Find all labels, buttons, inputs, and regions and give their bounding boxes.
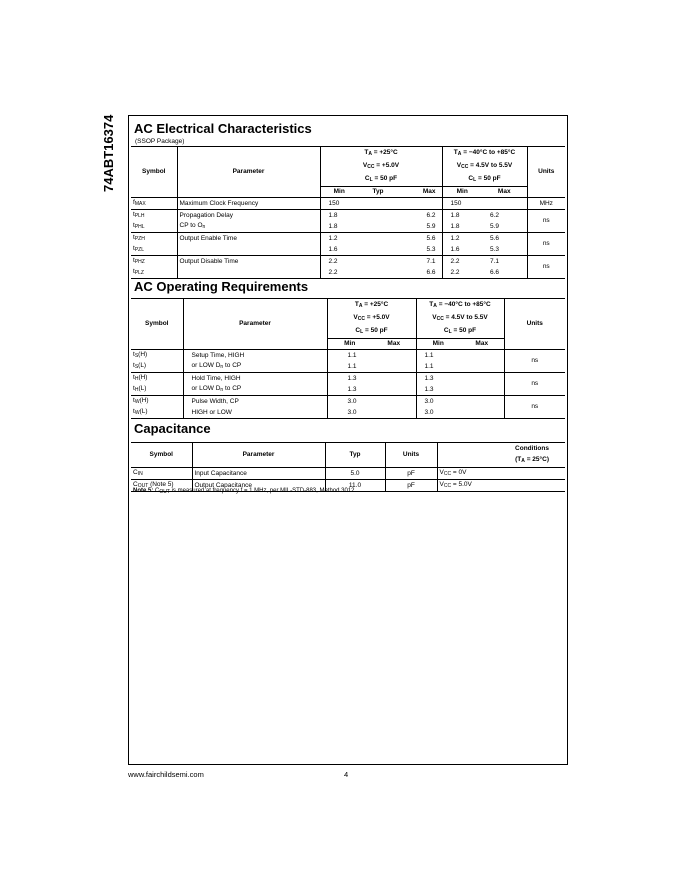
min-cell: 1.3 — [327, 373, 372, 385]
symbol-cell: $t_H(H)$ — [131, 373, 183, 385]
typ-cell — [358, 221, 398, 233]
parameter-cell: CP to $O_n$ — [177, 221, 320, 233]
table-row — [131, 267, 565, 279]
parameter-cell: Propagation Delay — [177, 210, 320, 222]
max2-cell: 5.6 — [482, 233, 527, 245]
symbol-cell: $t_{PHL}$ — [131, 221, 177, 233]
min2-cell: 3.0 — [416, 407, 460, 419]
symbol-cell: $t_W(L)$ — [131, 407, 183, 419]
col-parameter: Parameter — [183, 299, 327, 350]
col-symbol: Symbol — [131, 443, 192, 468]
sub-min2: Min — [442, 187, 482, 198]
parameter-cell: Input Capacitance — [192, 468, 325, 480]
ac-operating-rows — [131, 350, 565, 419]
parameter-cell: HIGH or LOW — [183, 407, 327, 419]
footer-url[interactable]: www.fairchildsemi.com — [128, 770, 204, 779]
parameter-cell: or LOW $D_n$ to CP — [183, 361, 327, 373]
units-cell: ns — [527, 256, 565, 279]
max2-cell: 5.3 — [482, 244, 527, 256]
symbol-cell: $t_{PLZ}$ — [131, 267, 177, 279]
min-cell: 150 — [320, 198, 358, 210]
cond-25c: $T_A = +25^\circ C$ $V_{CC} = +5.0V$ $C_L = 50$ pF — [327, 299, 416, 339]
min2-cell: 3.0 — [416, 396, 460, 408]
ac-electrical-table — [131, 146, 565, 279]
cond-range: $T_A = -40^\circ C$ to +85°C $V_{CC} = 4.5V$ to 5.5V $C_L = 50$ pF — [442, 147, 527, 187]
parameter-cell: Hold Time, HIGH — [183, 373, 327, 385]
table-row — [131, 384, 565, 396]
max-cell: 5.9 — [398, 221, 442, 233]
ac-operating-table — [131, 298, 565, 419]
symbol-cell: $t_S(L)$ — [131, 361, 183, 373]
symbol-cell: $t_H(L)$ — [131, 384, 183, 396]
sub-min2: Min — [416, 339, 460, 350]
table-row — [131, 350, 565, 362]
col-parameter: Parameter — [192, 443, 325, 468]
typ-cell — [358, 256, 398, 268]
symbol-cell: $t_{PHZ}$ — [131, 256, 177, 268]
min2-cell: 1.2 — [442, 233, 482, 245]
table-row — [131, 396, 565, 408]
typ-cell: 5.0 — [325, 468, 385, 480]
parameter-cell — [177, 244, 320, 256]
min-cell: 2.2 — [320, 256, 358, 268]
typ-cell — [358, 198, 398, 210]
min2-cell: 1.8 — [442, 210, 482, 222]
symbol-cell: $t_S(H)$ — [131, 350, 183, 362]
page-number: 4 — [344, 770, 349, 779]
units-cell: ns — [504, 396, 565, 419]
conditions-cell: $V_{CC} = 5.0V$ — [437, 480, 565, 492]
max2-cell — [460, 373, 504, 385]
max2-cell — [460, 350, 504, 362]
min2-cell: 1.1 — [416, 350, 460, 362]
ac-electrical-title: AC Electrical Characteristics — [134, 121, 312, 136]
parameter-cell: Output Capacitance — [192, 480, 325, 492]
min-cell: 1.1 — [347, 362, 357, 370]
symbol-cell: $t_{PZH}$ — [131, 233, 177, 245]
min-cell: 1.8 — [328, 222, 338, 230]
min2-cell: 1.3 — [416, 373, 460, 385]
max-cell — [372, 373, 416, 385]
min-cell: 3.0 — [327, 396, 372, 408]
max-cell — [372, 396, 416, 408]
min2-cell: 2.2 — [442, 256, 482, 268]
max-cell: 5.6 — [398, 233, 442, 245]
symbol-cell: $C_{OUT}$ (Note 5) — [131, 480, 192, 492]
table-row — [131, 256, 565, 268]
col-units: Units — [504, 299, 565, 350]
col-symbol: Symbol — [131, 147, 177, 198]
table-row — [131, 468, 565, 480]
max2-cell — [460, 384, 504, 396]
min-cell: 2.2 — [320, 267, 358, 279]
table-row — [131, 244, 565, 256]
parameter-cell: Output Enable Time — [177, 233, 320, 245]
table-row — [131, 233, 565, 245]
parameter-cell: Setup Time, HIGH — [183, 350, 327, 362]
max-cell — [372, 407, 416, 419]
max2-cell: 5.9 — [482, 221, 527, 233]
typ-cell — [358, 244, 398, 256]
max-cell — [372, 350, 416, 362]
sub-max2: Max — [482, 187, 527, 198]
sub-max: Max — [372, 339, 416, 350]
typ-cell — [358, 267, 398, 279]
parameter-cell: Output Disable Time — [177, 256, 320, 268]
sub-min: Min — [327, 339, 372, 350]
col-typ: Typ — [325, 443, 385, 468]
units-cell: ns — [527, 233, 565, 256]
table-row — [131, 407, 565, 419]
col-conditions: Conditions $(T_A = 25^\circ C)$ — [437, 443, 565, 468]
symbol-cell: $C_{IN}$ — [131, 468, 192, 480]
min2-cell: 1.6 — [450, 245, 460, 253]
col-units: Units — [385, 443, 437, 468]
units-cell: ns — [527, 210, 565, 233]
units-cell: pF — [385, 468, 437, 480]
side-title: 74ABT16374 — [101, 114, 116, 192]
min-cell: 1.8 — [320, 210, 358, 222]
max-cell: 7.1 — [398, 256, 442, 268]
max-cell — [398, 198, 442, 210]
ac-electrical-rows — [131, 198, 565, 279]
min2-cell: 1.3 — [424, 385, 434, 393]
table-row — [131, 198, 565, 210]
capacitance-title: Capacitance — [134, 421, 211, 436]
min-cell: 1.2 — [320, 233, 358, 245]
sub-min: Min — [320, 187, 358, 198]
min-cell: 1.1 — [327, 350, 372, 362]
sub-max2: Max — [460, 339, 504, 350]
min-cell: 1.6 — [328, 245, 338, 253]
col-parameter: Parameter — [177, 147, 320, 198]
cond-25c: $T_A = +25^\circ C$ $V_{CC} = +5.0V$ $C_L = 50$ pF — [320, 147, 442, 187]
max2-cell — [460, 396, 504, 408]
parameter-cell — [177, 267, 320, 279]
ac-operating-title: AC Operating Requirements — [134, 279, 309, 294]
max2-cell: 6.2 — [482, 210, 527, 222]
min2-cell: 2.2 — [442, 267, 482, 279]
sub-max: Max — [398, 187, 442, 198]
max2-cell — [460, 361, 504, 373]
parameter-cell: or LOW $D_n$ to CP — [183, 384, 327, 396]
col-symbol: Symbol — [131, 299, 183, 350]
max-cell — [372, 384, 416, 396]
units-cell: ns — [504, 373, 565, 396]
min2-cell: 150 — [442, 198, 482, 210]
max-cell — [372, 361, 416, 373]
units-cell: pF — [385, 480, 437, 492]
min-cell: 1.3 — [347, 385, 357, 393]
min2-cell: 1.1 — [424, 362, 434, 370]
typ-cell — [358, 233, 398, 245]
max-cell: 6.2 — [398, 210, 442, 222]
symbol-cell: $t_{PLH}$ — [131, 210, 177, 222]
sub-typ: Typ — [358, 187, 398, 198]
max-cell: 5.3 — [398, 244, 442, 256]
table-row — [131, 373, 565, 385]
typ-cell — [358, 210, 398, 222]
symbol-cell: $t_{PZL}$ — [131, 244, 177, 256]
units-cell: MHz — [527, 198, 565, 210]
col-units: Units — [527, 147, 565, 198]
cond-range: $T_A = -40^\circ C$ to +85°C $V_{CC} = 4.5V$ to 5.5V $C_L = 50$ pF — [416, 299, 504, 339]
max2-cell — [460, 407, 504, 419]
table-row — [131, 210, 565, 222]
units-cell: ns — [504, 350, 565, 373]
table-row — [131, 221, 565, 233]
note-5: Note 5: $C_{OUT}$ is measured at frequency f = 1 MHz, per MIL-STD-883, Method 3012. — [133, 488, 357, 495]
max-cell: 6.6 — [398, 267, 442, 279]
parameter-cell: Pulse Width, CP — [183, 396, 327, 408]
typ-cell: 11.0 — [325, 480, 385, 492]
table-row — [131, 361, 565, 373]
max2-cell: 7.1 — [482, 256, 527, 268]
capacitance-table — [131, 442, 565, 492]
max2-cell — [482, 198, 527, 210]
symbol-cell: $f_{MAX}$ — [131, 198, 177, 210]
symbol-cell: $t_W(H)$ — [131, 396, 183, 408]
ssop-package-label: (SSOP Package) — [135, 138, 185, 145]
max2-cell: 6.6 — [482, 267, 527, 279]
conditions-cell: $V_{CC} = 0V$ — [437, 468, 565, 480]
min-cell: 3.0 — [327, 407, 372, 419]
parameter-cell: Maximum Clock Frequency — [177, 198, 320, 210]
min2-cell: 1.8 — [450, 222, 460, 230]
